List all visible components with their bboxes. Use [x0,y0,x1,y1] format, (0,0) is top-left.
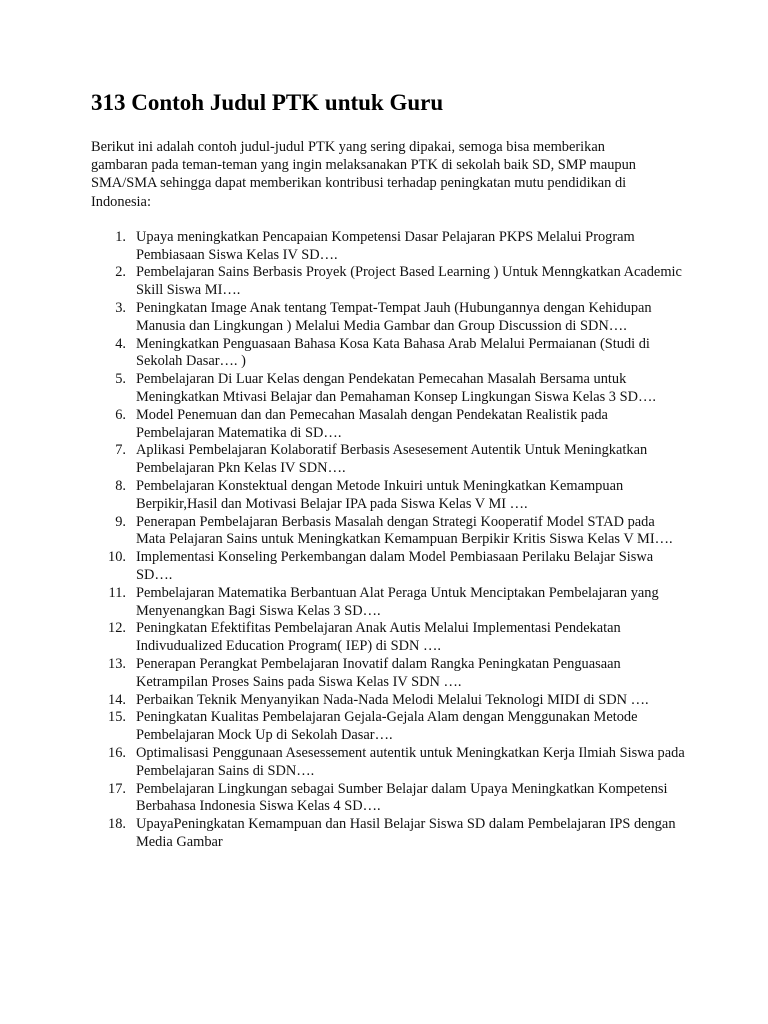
list-item-text: Perbaikan Teknik Menyanyikan Nada-Nada Melodi Melalui Teknologi MIDI di SDN …. [136,691,649,708]
list-item-number: 7. [115,442,126,459]
list-item [91,478,686,514]
list-item-number: 8. [115,477,126,494]
list-item [91,264,686,300]
list-item [91,745,686,781]
list-item [91,371,686,407]
list-item-number: 9. [115,513,126,530]
list-item-text: Model Penemuan dan dan Pemecahan Masalah dengan Pendekatan Realistik pada Pembelajaran Matematika di SD…. [136,406,608,441]
list-item [91,442,686,478]
list-item-number: 2. [115,264,126,281]
list-item-text: UpayaPeningkatan Kemampuan dan Hasil Belajar Siswa SD dalam Pembelajaran IPS dengan Media Gambar [136,816,676,850]
list-item [91,514,686,550]
list-item-text: Penerapan Perangkat Pembelajaran Inovatif dalam Rangka Peningkatan Penguasaan Ketrampilan Proses Sains pada Siswa Kelas IV SDN …. [136,655,621,690]
list-item-text: Penerapan Pembelajaran Berbasis Masalah dengan Strategi Kooperatif Model STAD pada Mata Pelajaran Sains untuk Meningkatkan Kemampuan Berpikir Kritis Siswa Kelas V MI…. [136,513,673,548]
list-item-text: Optimalisasi Penggunaan Asesessement autentik untuk Meningkatkan Kerja Ilmiah Siswa pada Pembelajaran Sains di SDN…. [136,744,685,779]
list-item [91,692,686,710]
list-item-number: 15. [108,709,126,726]
list-item-text: Pembelajaran Lingkungan sebagai Sumber Belajar dalam Upaya Meningkatkan Kompetensi Berbahasa Indonesia Siswa Kelas 4 SD…. [136,780,668,815]
list-item-text: Pembelajaran Di Luar Kelas dengan Pendekatan Pemecahan Masalah Bersama untuk Meningkatkan Mtivasi Belajar dan Pemahaman Konsep Lingkungan Siswa Kelas 3 SD…. [136,371,656,405]
list-item-text: Pembelajaran Matematika Berbantuan Alat Peraga Untuk Menciptakan Pembelajaran yang Menyenangkan Bagi Siswa Kelas 3 SD…. [136,584,659,619]
list-item-number: 10. [108,549,126,566]
list-item-number: 6. [115,406,126,423]
list-item-number: 17. [108,780,126,797]
list-item-text: Peningkatan Kualitas Pembelajaran Gejala-Gejala Alam dengan Menggunakan Metode Pembelajaran Mock Up di Sekolah Dasar…. [136,709,638,744]
list-item [91,407,686,443]
list-item-number: 13. [108,655,126,672]
list-item-text: Peningkatan Efektifitas Pembelajaran Anak Autis Melalui Implementasi Pendekatan Indivudualized Education Program( IEP) di SDN …. [136,620,621,655]
list-item [91,300,686,336]
list-item-text: Implementasi Konseling Perkembangan dalam Model Pembiasaan Perilaku Belajar Siswa SD…. [136,549,654,583]
list-item-number: 16. [108,744,126,761]
list-item-text: Aplikasi Pembelajaran Kolaboratif Berbasis Asesesement Autentik Untuk Meningkatkan Pembelajaran Pkn Kelas IV SDN…. [136,442,648,477]
list-item-text: Pembelajaran Konstektual dengan Metode Inkuiri untuk Meningkatkan Kemampuan Berpikir,Hasil dan Motivasi Belajar IPA pada Siswa Kelas V MI …. [136,477,624,512]
list-item-text: Upaya meningkatkan Pencapaian Kompetensi Dasar Pelajaran PKPS Melalui Program Pembiasaan Siswa Kelas IV SD…. [136,228,635,263]
list-item [91,781,686,817]
document-title: 313 Contoh Judul PTK untuk Guru [91,90,444,115]
list-item-text: Meningkatkan Penguasaan Bahasa Kosa Kata Bahasa Arab Melalui Permaianan (Studi di Sekolah Dasar…. ) [136,335,650,370]
list-item [91,620,686,656]
list-item [91,816,686,852]
list-item-text: Pembelajaran Sains Berbasis Proyek (Project Based Learning ) Untuk Menngkatkan Academic Skill Siswa MI…. [136,264,682,299]
list-item [91,585,686,621]
list-item-number: 14. [108,691,126,708]
document-page [91,88,691,852]
list-item-text: Peningkatan Image Anak tentang Tempat-Tempat Jauh (Hubungannya dengan Kehidupan Manusia dan Lingkungan ) Melalui Media Gambar dan Group Discussion di SDN…. [136,300,652,334]
list-item [91,549,686,585]
list-item-number: 18. [108,816,126,833]
list-item-number: 12. [108,620,126,637]
list-item [91,709,686,745]
intro-paragraph: Berikut ini adalah contoh judul-judul PTK yang sering dipakai, semoga bisa memberikan gambaran pada teman-teman yang ingin melaksanakan PTK di sekolah baik SD, SMP maupun SMA/SMA sehingga dapat memberikan kontribusi terhadap peningkatan mutu pendidikan di Indonesia: [91,139,636,210]
list-item-number: 1. [115,228,126,245]
list-item [91,656,686,692]
list-item-number: 3. [115,300,126,316]
list-item-number: 4. [115,335,126,352]
ptk-title-list [91,229,691,852]
list-item-number: 11. [108,584,126,601]
list-item [91,229,686,265]
list-item [91,336,686,372]
list-item-number: 5. [115,371,126,388]
